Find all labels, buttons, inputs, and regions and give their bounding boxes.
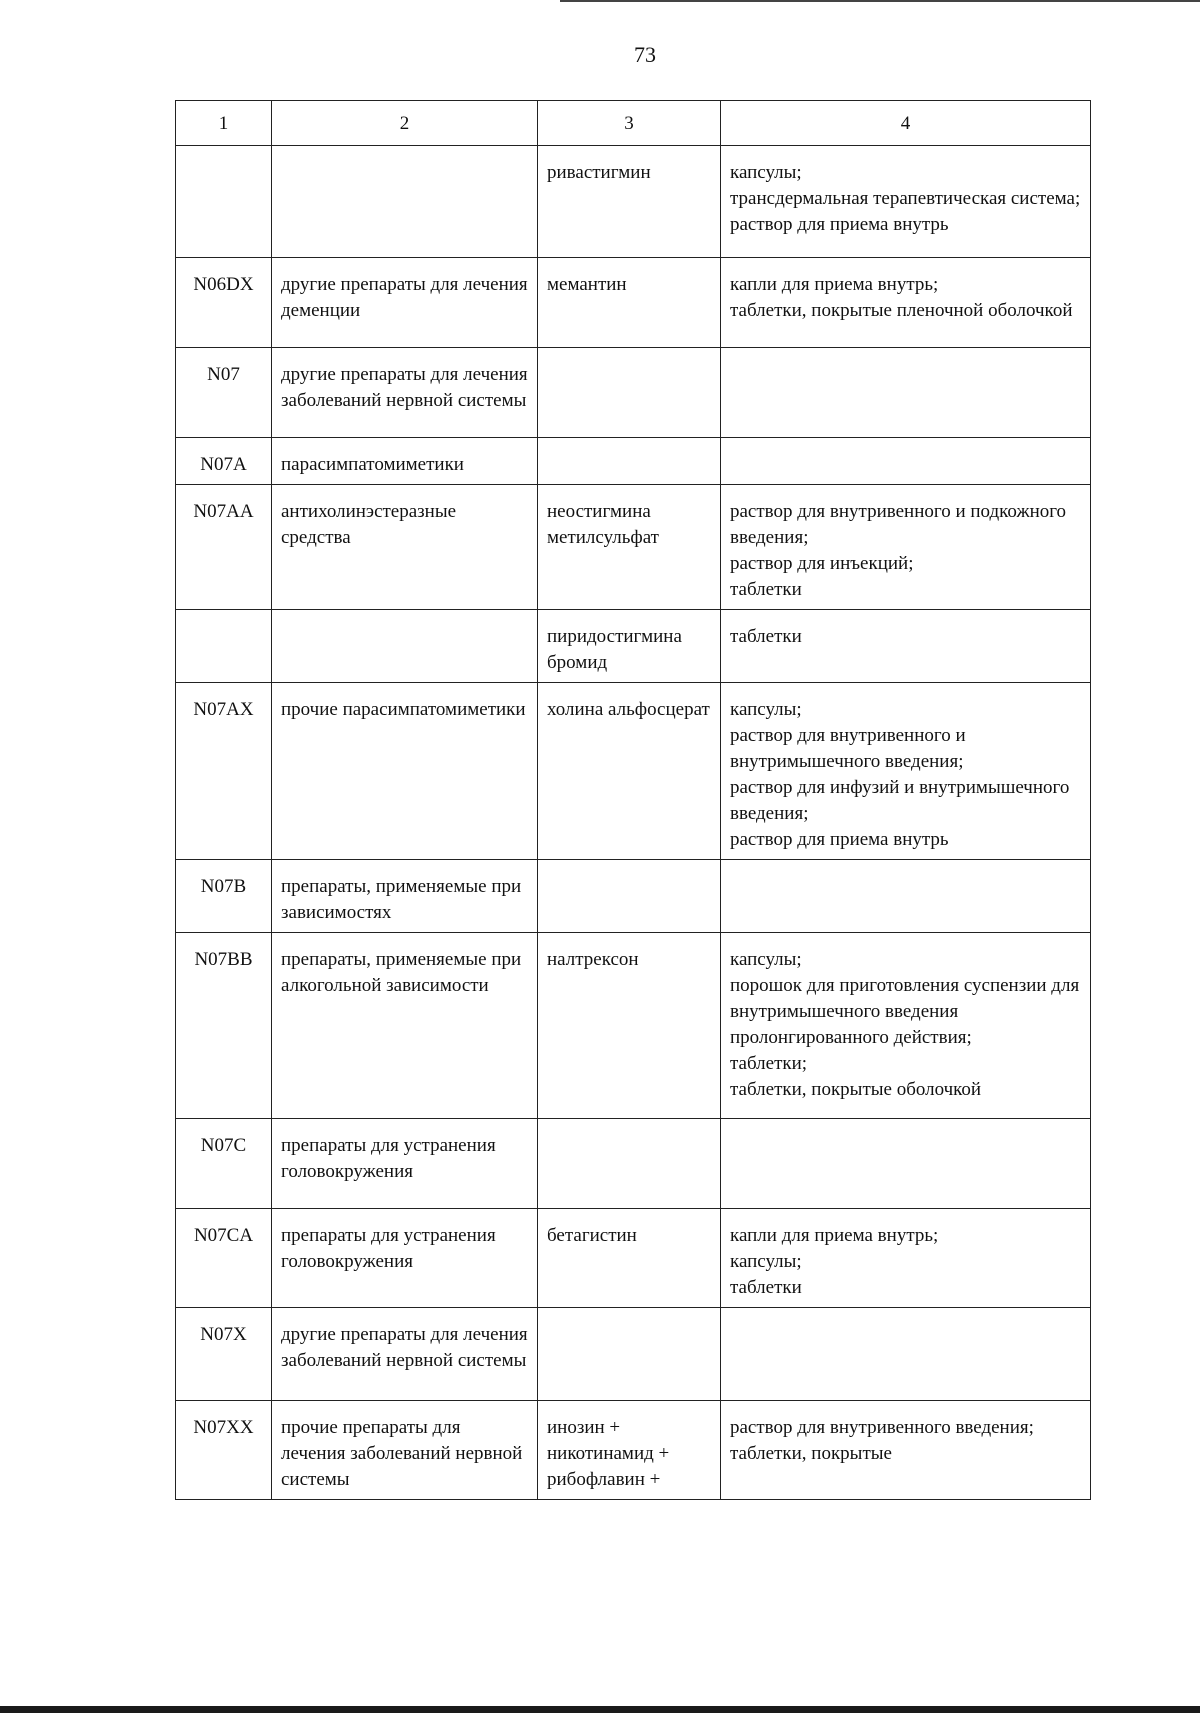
group-name-line: препараты для устранения головокружения xyxy=(281,1135,496,1182)
group-name-cell xyxy=(272,1209,538,1308)
atc-code-cell: N07A xyxy=(176,438,272,485)
dosage-forms-line: раствор для внутривенного введения; xyxy=(730,1417,1034,1438)
atc-code-cell: N07C xyxy=(176,1119,272,1209)
group-name-cell xyxy=(272,860,538,933)
table-row xyxy=(176,348,1091,438)
dosage-forms-cell xyxy=(721,933,1091,1119)
dosage-forms-line: таблетки xyxy=(730,626,802,647)
dosage-forms-cell xyxy=(721,683,1091,860)
substance-line: никотинамид + xyxy=(547,1443,670,1464)
substance-cell xyxy=(538,348,721,438)
substance-cell xyxy=(538,1209,721,1308)
group-name-line: препараты, применяемые при алкогольной зависимости xyxy=(281,949,522,996)
substance-line: пиридостигмина бромид xyxy=(547,626,682,673)
dosage-forms-line: порошок для приготовления суспензии для внутримышечного введения пролонгированного действия; xyxy=(730,975,1080,1048)
dosage-forms-line: капсулы; xyxy=(730,699,802,720)
medication-table xyxy=(175,100,1091,1500)
top-edge-rule xyxy=(560,0,1200,2)
dosage-forms-cell xyxy=(721,1401,1091,1500)
atc-code-cell: N07X xyxy=(176,1308,272,1401)
substance-cell xyxy=(538,1401,721,1500)
table-row xyxy=(176,485,1091,610)
substance-cell xyxy=(538,146,721,258)
group-name-cell xyxy=(272,1119,538,1209)
dosage-forms-line: капсулы; xyxy=(730,949,802,970)
substance-line: бетагистин xyxy=(547,1225,637,1246)
substance-line: инозин + xyxy=(547,1417,621,1438)
substance-line: неостигмина метилсульфат xyxy=(547,501,659,548)
header-col-2: 2 xyxy=(272,101,538,146)
dosage-forms-line: таблетки xyxy=(730,1277,802,1298)
table-row xyxy=(176,1119,1091,1209)
dosage-forms-line: капсулы; xyxy=(730,162,802,183)
dosage-forms-cell xyxy=(721,438,1091,485)
group-name-line: парасимпатомиметики xyxy=(281,454,464,475)
group-name-cell xyxy=(272,610,538,683)
dosage-forms-line: таблетки xyxy=(730,579,802,600)
group-name-line: препараты, применяемые при зависимостях xyxy=(281,876,522,923)
group-name-line: препараты для устранения головокружения xyxy=(281,1225,496,1272)
substance-cell xyxy=(538,683,721,860)
table-row xyxy=(176,438,1091,485)
atc-code-cell: N07BB xyxy=(176,933,272,1119)
dosage-forms-line: раствор для приема внутрь xyxy=(730,214,949,235)
page-number: 73 xyxy=(634,42,656,67)
dosage-forms-line: таблетки; xyxy=(730,1053,808,1074)
substance-cell xyxy=(538,485,721,610)
substance-line: холина альфосцерат xyxy=(547,699,710,720)
dosage-forms-line: капсулы; xyxy=(730,1251,802,1272)
atc-code-cell: N07XX xyxy=(176,1401,272,1500)
substance-cell xyxy=(538,933,721,1119)
atc-code-cell: N07B xyxy=(176,860,272,933)
dosage-forms-cell xyxy=(721,348,1091,438)
dosage-forms-cell xyxy=(721,146,1091,258)
group-name-line: другие препараты для лечения заболеваний нервной системы xyxy=(281,364,528,411)
table-row xyxy=(176,1401,1091,1500)
table-row xyxy=(176,1308,1091,1401)
group-name-cell xyxy=(272,348,538,438)
atc-code-cell: N06DX xyxy=(176,258,272,348)
group-name-cell xyxy=(272,485,538,610)
substance-cell xyxy=(538,1119,721,1209)
dosage-forms-line: капли для приема внутрь; xyxy=(730,1225,939,1246)
substance-line: рибофлавин + xyxy=(547,1469,661,1490)
table-row xyxy=(176,860,1091,933)
header-col-3: 3 xyxy=(538,101,721,146)
dosage-forms-line: капли для приема внутрь; xyxy=(730,274,939,295)
table-row xyxy=(176,683,1091,860)
dosage-forms-cell xyxy=(721,1119,1091,1209)
atc-code-cell: N07AX xyxy=(176,683,272,860)
group-name-line: другие препараты для лечения заболеваний нервной системы xyxy=(281,1324,528,1371)
atc-code-cell: N07AA xyxy=(176,485,272,610)
table-row xyxy=(176,933,1091,1119)
substance-cell xyxy=(538,438,721,485)
dosage-forms-cell xyxy=(721,485,1091,610)
table-row xyxy=(176,146,1091,258)
dosage-forms-line: таблетки, покрытые пленочной оболочкой xyxy=(730,300,1073,321)
group-name-cell xyxy=(272,1401,538,1500)
bottom-edge-rule xyxy=(0,1706,1200,1713)
header-col-4: 4 xyxy=(721,101,1091,146)
group-name-cell xyxy=(272,146,538,258)
group-name-line: прочие парасимпатомиметики xyxy=(281,699,526,720)
substance-cell xyxy=(538,610,721,683)
dosage-forms-cell xyxy=(721,860,1091,933)
group-name-cell xyxy=(272,1308,538,1401)
atc-code-cell: N07 xyxy=(176,348,272,438)
table-row xyxy=(176,1209,1091,1308)
dosage-forms-line: раствор для внутривенного и внутримышечного введения; xyxy=(730,725,966,772)
atc-code-cell xyxy=(176,610,272,683)
substance-line: мемантин xyxy=(547,274,627,295)
header-row xyxy=(176,101,1091,146)
table-header xyxy=(176,101,1091,146)
table-row xyxy=(176,610,1091,683)
substance-cell xyxy=(538,258,721,348)
group-name-cell xyxy=(272,258,538,348)
header-col-1: 1 xyxy=(176,101,272,146)
group-name-line: прочие препараты для лечения заболеваний нервной системы xyxy=(281,1417,523,1490)
dosage-forms-line: таблетки, покрытые xyxy=(730,1443,892,1464)
group-name-cell xyxy=(272,933,538,1119)
substance-line: ривастигмин xyxy=(547,162,651,183)
table-body xyxy=(176,146,1091,1500)
group-name-cell xyxy=(272,438,538,485)
dosage-forms-line: раствор для внутривенного и подкожного введения; xyxy=(730,501,1067,548)
dosage-forms-cell xyxy=(721,610,1091,683)
dosage-forms-line: таблетки, покрытые оболочкой xyxy=(730,1079,982,1100)
group-name-line: другие препараты для лечения деменции xyxy=(281,274,528,321)
dosage-forms-line: раствор для инъекций; xyxy=(730,553,914,574)
atc-code-cell xyxy=(176,146,272,258)
substance-cell xyxy=(538,1308,721,1401)
dosage-forms-cell xyxy=(721,258,1091,348)
substance-cell xyxy=(538,860,721,933)
table-row xyxy=(176,258,1091,348)
dosage-forms-line: раствор для приема внутрь xyxy=(730,829,949,850)
dosage-forms-cell xyxy=(721,1308,1091,1401)
group-name-cell xyxy=(272,683,538,860)
dosage-forms-cell xyxy=(721,1209,1091,1308)
dosage-forms-line: трансдермальная терапевтическая система; xyxy=(730,188,1081,209)
substance-line: налтрексон xyxy=(547,949,639,970)
dosage-forms-line: раствор для инфузий и внутримышечного введения; xyxy=(730,777,1070,824)
atc-code-cell: N07CA xyxy=(176,1209,272,1308)
group-name-line: антихолинэстеразные средства xyxy=(281,501,457,548)
